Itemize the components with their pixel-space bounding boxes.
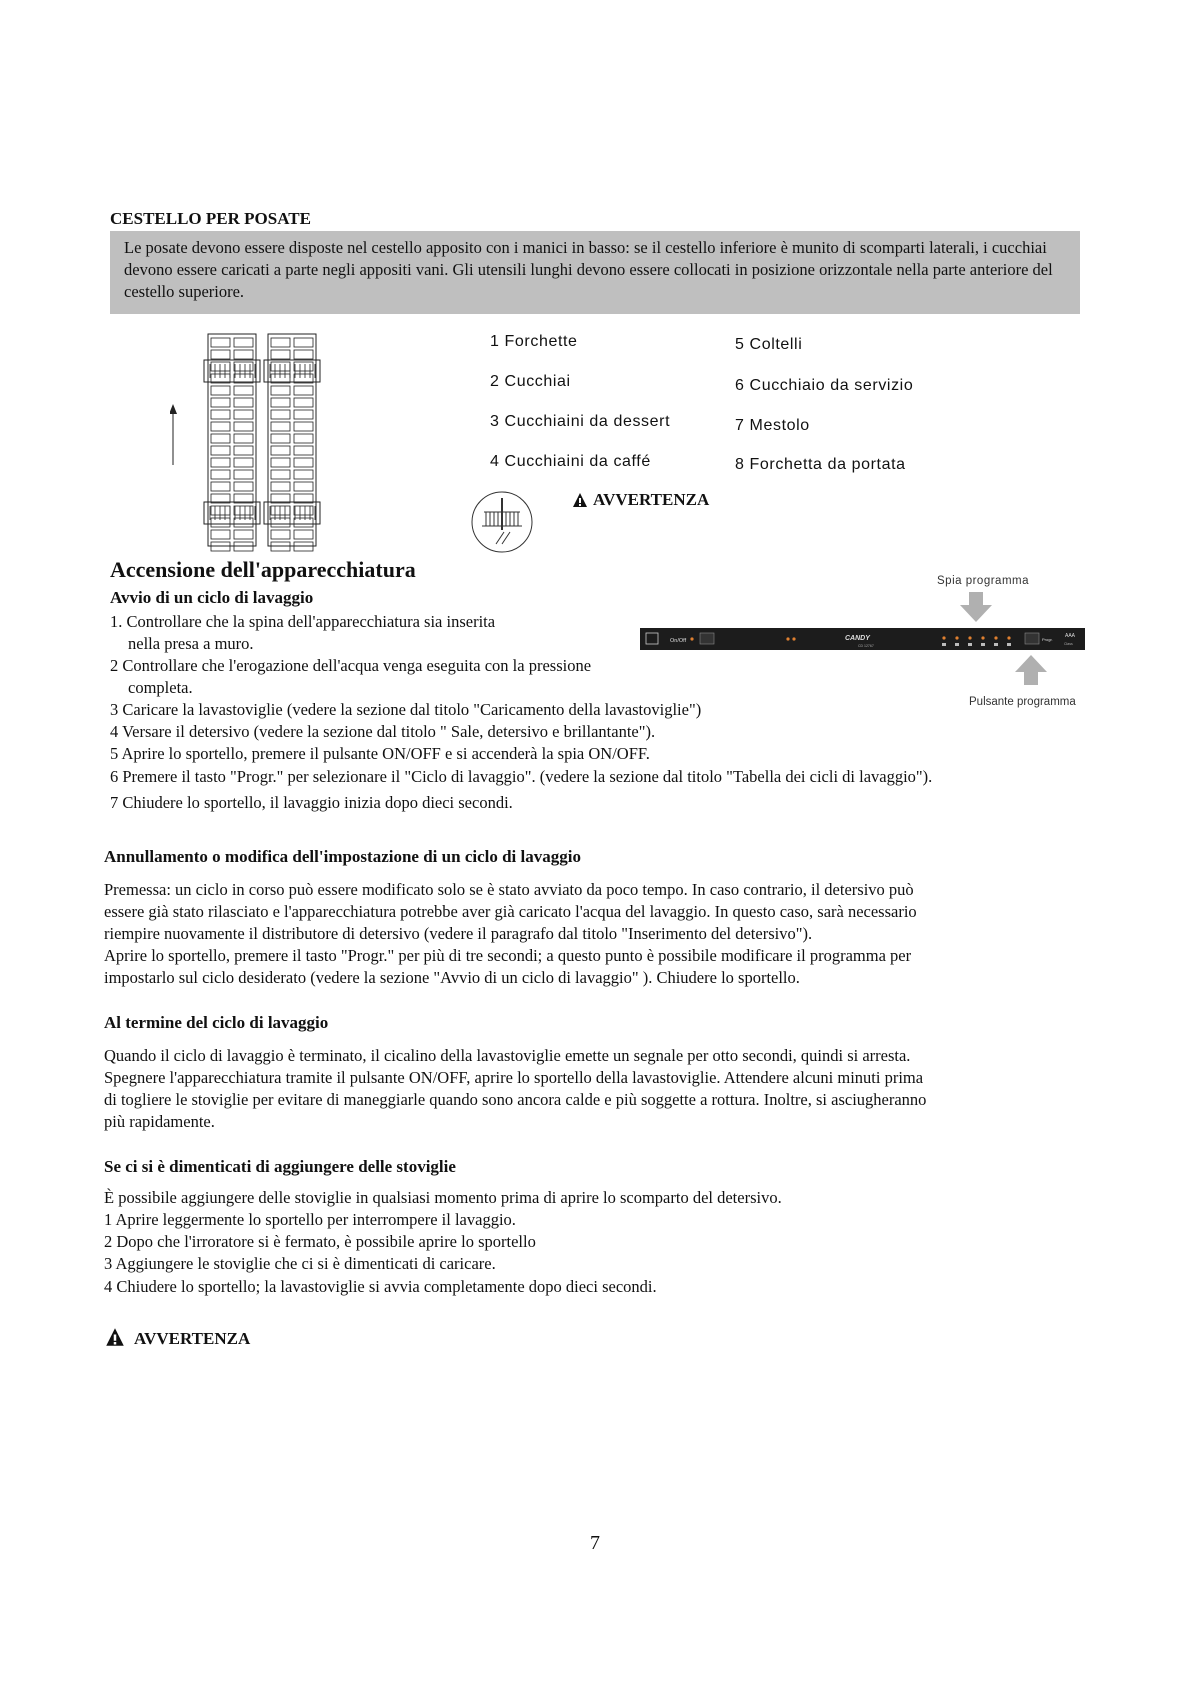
no-cutlery-upright-icon [470,490,534,554]
cutlery-basket-illustration [170,330,340,555]
legend-item-2: 2 Cucchiai [490,373,571,390]
cancel-paragraph-line: Aprire lo sportello, premere il tasto "Progr." per più di tre secondi; a questo punto è possibile modificare il programma per [104,946,912,965]
startup-step: 2 Controllare che l'erogazione dell'acqua venga eseguita con la pressione [110,656,592,675]
cutlery-intro-text: Le posate devono essere disposte nel cestello apposito con i manici in basso: se il cestello inferiore è munito di scomparti laterali, i cucchiai devono essere caricati a parte negli appositi vani. Gli utensili lunghi devono essere collocati in posizione orizzontale nella parte anteriore del cestello superiore. [124,238,1053,301]
startup-step: 6 Premere il tasto "Progr." per selezionare il "Ciclo di lavaggio". (vedere la sezione dal titolo "Tabella dei cicli di lavaggio"). [110,767,933,786]
forgot-line: 3 Aggiungere le stoviglie che ci si è dimenticati di caricare. [104,1254,496,1273]
legend-item-3: 3 Cucchiaini da dessert [490,413,671,430]
brand-logo: CANDY [845,635,870,642]
startup-step: 1. Controllare che la spina dell'apparecchiatura sia inserita [110,612,496,631]
startup-step: 5 Aprire lo sportello, premere il pulsante ON/OFF e si accenderà la spia ON/OFF. [110,744,650,763]
energy-label: AAA [1065,633,1076,639]
startup-subheading: Avvio di un ciclo di lavaggio [110,588,314,607]
progr-label: Progr. [1042,637,1053,642]
forgot-line: 4 Chiudere lo sportello; la lavastoviglie si avvia completamente dopo dieci secondi. [104,1277,657,1296]
program-button-label: Pulsante programma [969,696,1076,708]
cancel-paragraph-line: essere già stato rilasciato e l'apparecchiatura potrebbe aver già caricato l'acqua del lavaggio. In questo caso, sarà necessario [104,902,917,921]
startup-step: 7 Chiudere lo sportello, il lavaggio inizia dopo dieci secondi. [110,793,513,812]
control-panel [640,628,1085,650]
forgot-heading: Se ci si è dimenticati di aggiungere delle stoviglie [104,1157,456,1176]
startup-step: nella presa a muro. [128,634,254,653]
cutlery-heading: CESTELLO PER POSATE [110,209,311,228]
onoff-label: On/Off [670,638,687,644]
cutlery-intro-box [110,231,1080,314]
cancel-paragraph-line: impostarlo sul ciclo desiderato (vedere la sezione "Avvio di un ciclo di lavaggio" ). Chiudere lo sportello. [104,968,800,987]
cancel-heading: Annullamento o modifica dell'impostazione di un ciclo di lavaggio [104,847,581,866]
end-paragraph-line: Quando il ciclo di lavaggio è terminato, il cicalino della lavastoviglie emette un segnale per otto secondi, quindi si arresta. [104,1046,911,1065]
forgot-line: 1 Aprire leggermente lo sportello per interrompere il lavaggio. [104,1210,516,1229]
legend-item-6: 6 Cucchiaio da servizio [735,377,914,394]
warning-label: AVVERTENZA [593,490,710,509]
page-number: 7 [590,1532,600,1554]
forgot-line: È possibile aggiungere delle stoviglie in qualsiasi momento prima di aprire lo scomparto del detersivo. [104,1188,782,1207]
program-light-label: Spia programma [937,575,1030,587]
warning-label: AVVERTENZA [134,1329,251,1348]
legend-item-7: 7 Mestolo [735,417,810,434]
startup-step: completa. [128,678,193,697]
cancel-paragraph-line: Premessa: un ciclo in corso può essere modificato solo se è stato avviato da poco tempo. In caso contrario, il detersivo può [104,880,914,899]
end-heading: Al termine del ciclo di lavaggio [104,1013,329,1032]
end-paragraph-line: più rapidamente. [104,1112,215,1131]
legend-item-1: 1 Forchette [490,333,578,350]
arrow-up-icon [1015,655,1047,685]
model-label: CD 12767 [858,644,874,648]
end-paragraph-line: Spegnere l'apparecchiatura tramite il pulsante ON/OFF, aprire lo sportello della lavastoviglie. Attendere alcuni minuti prima [104,1068,924,1087]
warning-icon [572,492,588,508]
warning-icon [105,1327,125,1347]
legend-item-4: 4 Cucchiaini da caffé [490,453,651,470]
startup-step: 3 Caricare la lavastoviglie (vedere la sezione dal titolo "Caricamento della lavastoviglie") [110,700,702,719]
arrow-down-icon [960,592,992,622]
startup-heading: Accensione dell'apparecchiatura [110,557,416,582]
cancel-paragraph-line: riempire nuovamente il distributore di detersivo (vedere il paragrafo dal titolo "Inserimento del detersivo"). [104,924,813,943]
legend-item-8: 8 Forchetta da portata [735,456,906,473]
forgot-line: 2 Dopo che l'irroratore si è fermato, è possibile aprire lo sportello [104,1232,536,1251]
startup-step: 4 Versare il detersivo (vedere la sezione dal titolo " Sale, detersivo e brillantante"). [110,722,656,741]
class-label: Class [1064,642,1073,646]
legend-item-5: 5 Coltelli [735,336,803,353]
end-paragraph-line: di togliere le stoviglie per evitare di maneggiarle quando sono ancora calde e più soggette a rottura. Inoltre, si asciugheranno [104,1090,927,1109]
